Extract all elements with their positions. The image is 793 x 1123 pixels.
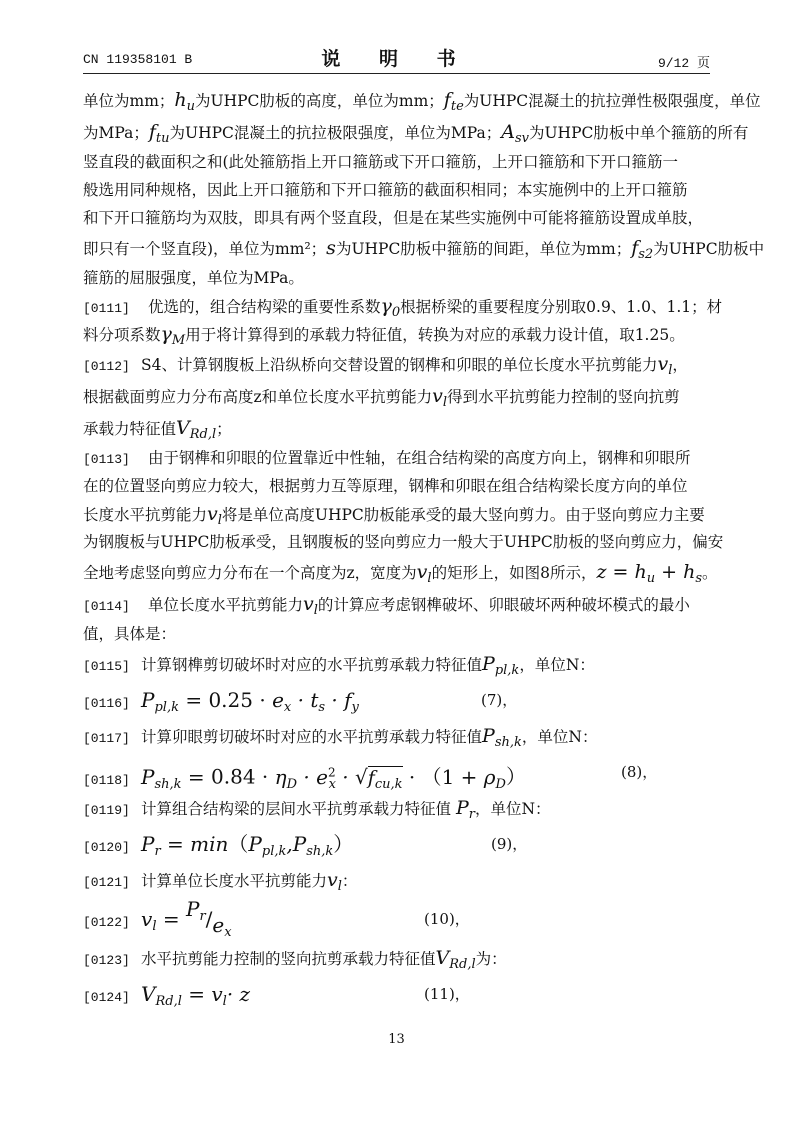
text-line: 箍筋的屈服强度，单位为MPa。 (83, 269, 304, 287)
equation-9: [0120] $P_r = \min(P_{pl,k},P_{sh,k})$ (9)， (83, 832, 528, 859)
paragraph-0123: [0123] 水平抗剪能力控制的竖向抗剪承载力特征值$V_{Rd,l}$为： (83, 947, 507, 972)
text-line: 值，具体是： (83, 625, 177, 643)
text-line: 单位为mm；$h_u$为UHPC肋板的高度，单位为mm；$f_{te}$为UHPC混凝土的抗拉弹性极限强度，单位 (83, 89, 761, 114)
paragraph-0115: [0115] 计算钢榫剪切破坏时对应的水平抗剪承载力特征值$P_{pl,k}$，单位N： (83, 653, 595, 678)
text-line: 即只有一个竖直段)，单位为mm²；s为UHPC肋板中箍筋的间距，单位为mm；$f_{s2}$为UHPC肋板中 (83, 237, 765, 262)
equation-7: [0116] $P_{pl,k} = 0.25 \cdot e_x \cdot t_s \cdot f_y$ (7)， (83, 688, 518, 715)
text-line: 为MPa；$f_{tu}$为UHPC混凝土的抗拉极限强度，单位为MPa；$A_{sv}$为UHPC肋板中单个箍筋的所有 (83, 121, 749, 146)
paragraph-0121: [0121] 计算单位长度水平抗剪能力$v_l$： (83, 869, 358, 894)
paragraph-0117: [0117] 计算卯眼剪切破坏时对应的水平抗剪承载力特征值$P_{sh,k}$，单位N： (83, 725, 598, 750)
page-indicator: 9/12 页 (657, 56, 710, 71)
document-body (83, 84, 765, 1014)
text-line: 根据截面剪应力分布高度z和单位长度水平抗剪能力$v_l$得到水平抗剪能力控制的竖向抗剪 (83, 385, 680, 410)
page-number: 13 (388, 1032, 405, 1047)
paragraph-0111: [0111] 优选的，组合结构梁的重要性系数$\gamma_0$根据桥梁的重要程度分别取0.9、1.0、1.1；材 (83, 295, 723, 320)
text-line: 为钢腹板与UHPC肋板承受，且钢腹板的竖向剪应力一般大于UHPC肋板的竖向剪应力，偏安 (83, 533, 724, 551)
text-line: 料分项系数$\gamma_M$用于将计算得到的承载力特征值，转换为对应的承载力设计值，取1.25。 (83, 323, 685, 348)
text-line: 长度水平抗剪能力$v_l$将是单位高度UHPC肋板能承受的最大竖向剪力。由于竖向剪应力主要 (83, 503, 705, 528)
document-title: 说 明 书 (321, 48, 472, 70)
header-rule (83, 73, 710, 74)
text-line: 般选用同种规格，因此上开口箍筋和下开口箍筋的截面积相同；本实施例中的上开口箍筋 (83, 181, 688, 199)
text-line: 承载力特征值$V_{Rd,l}$； (83, 417, 232, 442)
paragraph-0113: [0113] 由于钢榫和卯眼的位置靠近中性轴，在组合结构梁的高度方向上，钢榫和卯眼所 (83, 449, 691, 467)
equation-11: [0124] $V_{Rd,l} = v_l\cdot z$ (11)， (83, 982, 470, 1009)
equation-10: [0122] $v_l = P_r/e_x$ (10)， (83, 897, 470, 940)
text-line: 全地考虑竖向剪应力分布在一个高度为z，宽度为$v_l$的矩形上，如图8所示，$z = h_u + h_s$。 (83, 561, 718, 586)
text-line: 和下开口箍筋均为双肢，即具有两个竖直段，但是在某些实施例中可能将箍筋设置成单肢， (83, 209, 704, 227)
patent-number: CN 119358101 B (83, 52, 193, 67)
text-line: 竖直段的截面积之和(此处箍筋指上开口箍筋或下开口箍筋，上开口箍筋和下开口箍筋一 (83, 153, 679, 171)
paragraph-0112: [0112] S4、计算钢腹板上沿纵桥向交替设置的钢榫和卯眼的单位长度水平抗剪能力$v_l$， (83, 353, 688, 378)
paragraph-0119: [0119] 计算组合结构梁的层间水平抗剪承载力特征值 $P_r$，单位N： (83, 797, 551, 822)
paragraph-0114: [0114] 单位长度水平抗剪能力$v_l$的计算应考虑钢榫破坏、卯眼破坏两种破坏模式的最小 (83, 593, 690, 618)
equation-8: [0118] $P_{sh,k} = 0.84 \cdot \eta_D \cdot e^2_x \cdot √f_{cu,k} \cdot (1 + \rho_D)$ (8)， (83, 763, 658, 792)
text-line: 在的位置竖向剪应力较大，根据剪力互等原理，钢榫和卯眼在组合结构梁长度方向的单位 (83, 477, 688, 495)
